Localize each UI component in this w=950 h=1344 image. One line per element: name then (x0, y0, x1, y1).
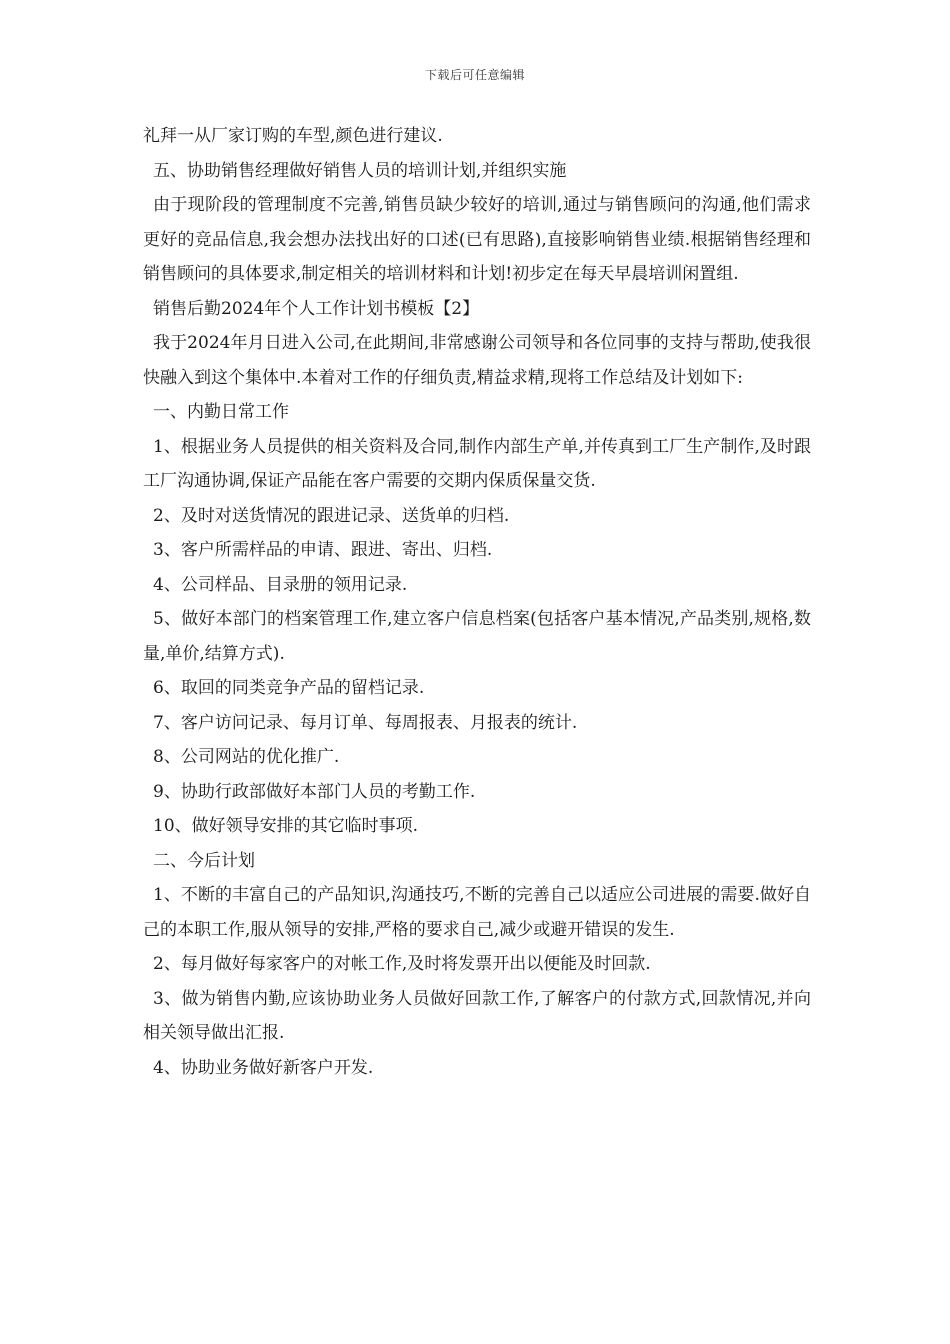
list-item: 8、公司网站的优化推广. (153, 747, 340, 767)
document-subtitle: 销售后勤2024年个人工作计划书模板【2】 (153, 298, 480, 319)
paragraph: 由于现阶段的管理制度不完善,销售员缺少较好的培训,通过与销售顾问的沟通,他们需求更好的竞品信息,我会想办法找出好的口述(已有思路),直接影响销售业绩.根据销售经理和销售顾问的具体要求,制定相关的培训材料和计划!初步定在每天早晨培训闲置组. (143, 195, 811, 284)
section-heading: 二、今后计划 (153, 850, 255, 871)
paragraph: 我于2024年月日进入公司,在此期间,非常感谢公司领导和各位同事的支持与帮助,使我很快融入到这个集体中.本着对工作的仔细负责,精益求精,现将工作总结及计划如下: (143, 333, 811, 388)
document-body (143, 119, 811, 1085)
list-item: 2、每月做好每家客户的对帐工作,及时将发票开出以便能及时回款. (153, 954, 651, 974)
page-header: 下载后可任意编辑 (424, 68, 525, 82)
list-item: 3、客户所需样品的申请、跟进、寄出、归档. (153, 540, 493, 560)
list-item: 10、做好领导安排的其它临时事项. (153, 816, 419, 836)
paragraph: 礼拜一从厂家订购的车型,颜色进行建议. (143, 126, 443, 146)
list-item: 1、根据业务人员提供的相关资料及合同,制作内部生产单,并传真到工厂生产制作,及时跟工厂沟通协调,保证产品能在客户需要的交期内保质保量交货. (143, 436, 811, 491)
list-item: 4、公司样品、目录册的领用记录. (153, 574, 408, 595)
list-item: 3、做为销售内勤,应该协助业务人员做好回款工作,了解客户的付款方式,回款情况,并向相关领导做出汇报. (143, 988, 811, 1043)
list-item: 7、客户访问记录、每月订单、每周报表、月报表的统计. (153, 712, 578, 733)
section-heading: 一、内勤日常工作 (153, 402, 289, 422)
list-item: 2、及时对送货情况的跟进记录、送货单的归档. (153, 505, 510, 526)
list-item: 4、协助业务做好新客户开发. (153, 1057, 374, 1078)
list-item: 1、不断的丰富自己的产品知识,沟通技巧,不断的完善自己以适应公司进展的需要.做好自己的本职工作,服从领导的安排,严格的要求自己,减少或避开错误的发生. (143, 885, 811, 940)
section-heading: 五、协助销售经理做好销售人员的培训计划,并组织实施 (153, 160, 567, 181)
list-item: 6、取回的同类竞争产品的留档记录. (153, 678, 425, 698)
list-item: 9、协助行政部做好本部门人员的考勤工作. (153, 781, 476, 802)
list-item: 5、做好本部门的档案管理工作,建立客户信息档案(包括客户基本情况,产品类别,规格,数量,单价,结算方式). (143, 609, 811, 664)
